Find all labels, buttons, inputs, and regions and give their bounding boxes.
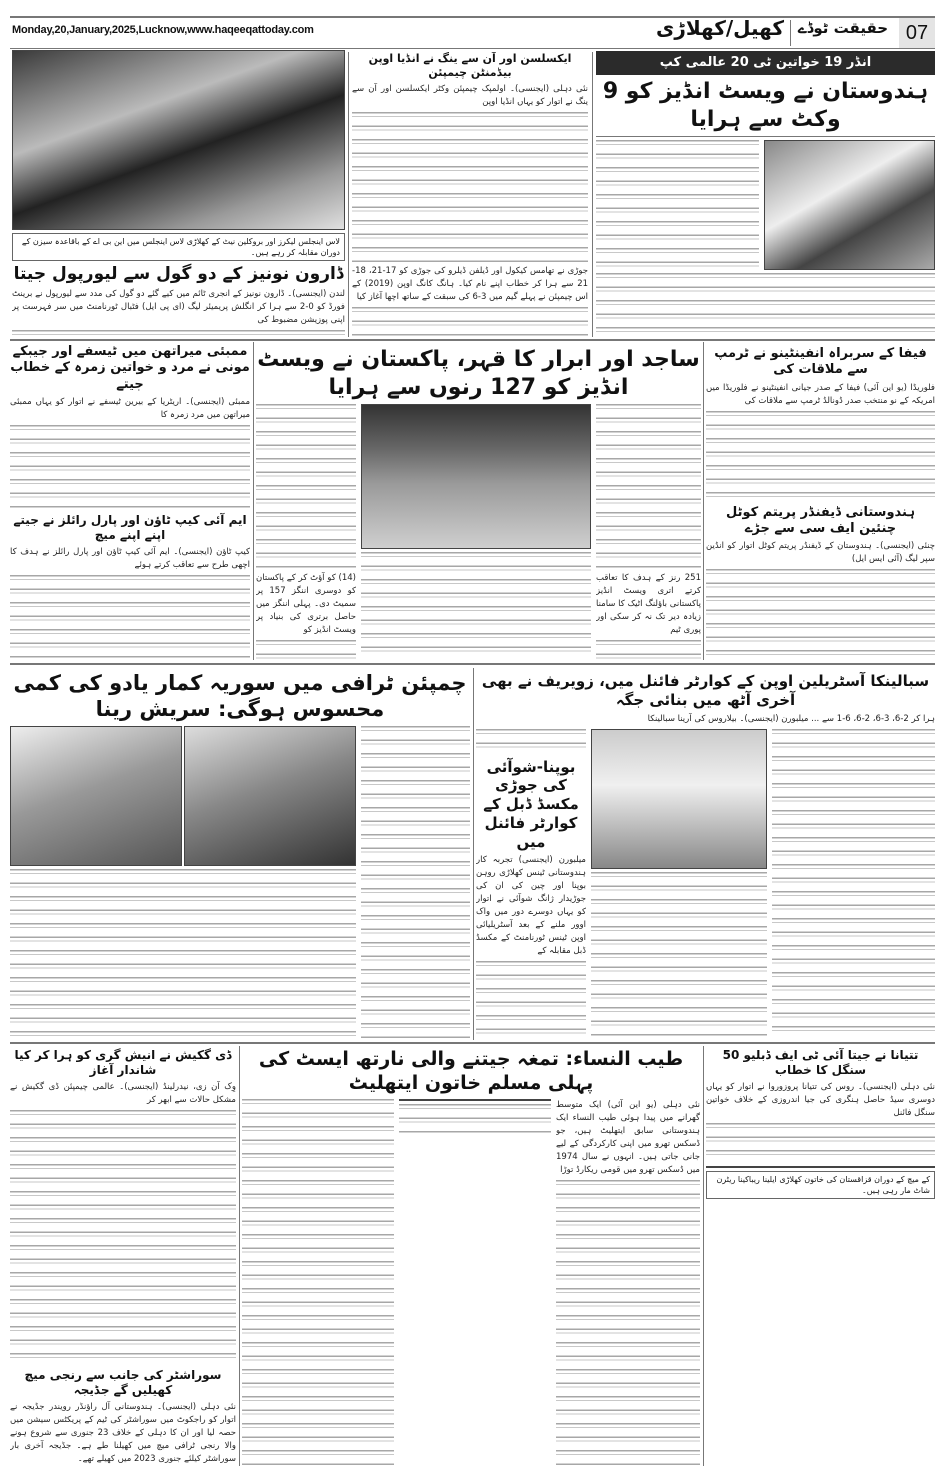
liverpool-body: لندن (ایجنسی)۔ ڈارون نونیز کے انجری ٹائم میں کیے گئے دو گول کی مدد سے لیورپول نے برینٹ فورڈ کو 0-2 سے ہرا کر انگلش پریمیئر لیگ (ای پی ایل) فٹبال ٹورنامنٹ میں سر فہرست پر اپنی پوزیشن مضبوط کی [12, 289, 345, 326]
logo: حقیقت ٹوڈے [797, 19, 889, 37]
ipl-headline: ایم آئی کیپ ٹاؤن اور پارل رائلز نے جیتے اپنے اپنے میچ [13, 512, 247, 542]
section-title: کھیل/کھلاڑی [655, 16, 785, 40]
gukesh-body: وِک آن زی، نیدرلینڈ (ایجنسی)۔ عالمی چیمپئن ڈی گکیش نے مشکل حالات سے ابھر کر [10, 1082, 236, 1105]
badminton-excerpt: جوڑی نے تھامس کیکول اور ڈیلفن ڈیلرو کی جوڑی کو 17-21، 18-21 سے ہرا کر خطاب اپنے نام کیا۔ ہانگ کانگ اوپن (2019) کے اس چیمپئن نے پہلے گیم میں 3-6 کی سبقت کے ساتھ اچھا آغاز کیا [352, 266, 588, 302]
badminton-headline: ایکسلسن اور آن سے ینگ نے انڈیا اوپن بیڈمنٹن چیمپئن [368, 52, 572, 79]
sabalenka-photo [591, 729, 767, 869]
sabalenka-excerpt: ہرا کر 2-6، 3-6، 2-6، 6-1 سے ... میلبورن (ایجنسی)۔ بیلاروس کی آرینا سبالینکا [647, 713, 935, 724]
ipl-body: کیپ ٹاؤن (ایجنسی)۔ ایم آئی کیپ ٹاؤن اور پارل رائلز نے ہدف کا اچھی طرح سے تعاقب کرتے ہوئے [10, 546, 250, 570]
isl-body: چنئی (ایجنسی)۔ ہندوستان کے ڈیفنڈر پریتم کوٹل اتوار کو انڈین سپر لیگ (آئی ایس ایل) [706, 541, 935, 564]
sabalenka-headline: سبالینکا آسٹریلین اوپن کے کوارٹر فائنل میں، زویریف نے بھی آخری آٹھ میں بنائی جگہ [481, 672, 930, 709]
tayyaba-body: نئی دہلی (یو این آئی) ایک متوسط گھرانے میں پیدا ہوئی طیب النساء ایک ہندوستانی سابق ایتھلیٹ ہیں، جو ڈسکس تھرو میں اپنی کارکردگی کے لیے جانی جاتی ہیں۔ انہوں نے سال 1974 میں ڈسکس تھرو میں قومی ریکارڈ توڑا [556, 1099, 700, 1175]
fifa-body: فلوریڈا (یو این آئی) فیفا کے صدر جیانی انفینٹینو نے فلوریڈا میں امریکہ کے نو منتخب صدر ڈونالڈ ٹرمپ سے ملاقات کی [706, 382, 935, 406]
jadeja-body: نئی دہلی (ایجنسی)۔ ہندوستانی آل راؤنڈر رویندر جڈیجہ نے اتوار کو راجکوٹ میں سوراشٹر کی ٹیم کے پریکٹس سیشن میں حصہ لیا اور ان کا دہلی کے خلاف 23 جنوری سے شروع ہونے والا رنجی ٹرافی میچ میں کھیلنا طے ہے۔ جڈیجہ آخری بار سوراشٹر کیلئے جنوری 2023 میں کھیلے تھے۔ [10, 1402, 236, 1464]
marathon-body: ممبئی (ایجنسی)۔ اریٹریا کے بیرین ٹیسفے نے اتوار کو یہاں ممبئی میراتھن میں مرد زمرہ کا [10, 396, 250, 420]
wta-headline: تتیانا نے جیتا آئی ٹی ایف ڈبلیو 50 سنگل کا خطاب [722, 1048, 919, 1077]
raina-photo [10, 726, 182, 866]
u19-photo [764, 140, 935, 270]
badminton-body: نئی دہلی (ایجنسی)۔ اولمپک چیمپئن وکٹر ایکسلسن اور آن سے ینگ نے اتوار کو یہاں انڈیا اوپن [352, 83, 588, 107]
pakistan-excerpt-2: 251 رنز کے ہدف کا تعاقب کرتے اتری ویسٹ انڈیز پاکستانی باؤلنگ اٹیک کا سامنا زیادہ دیر تک نہ کر سکی اور پوری ٹیم [596, 573, 701, 635]
nba-caption: لاس اینجلس لیکرز اور بروکلین نیٹ کے کھلاڑی لاس اینجلس میں این بی اے کے باقاعدہ سیزن کے دوران مقابلہ کر رہے ہیں۔ [12, 233, 345, 261]
jadeja-headline: سوراشٹر کی جانب سے رنجی میچ کھیلیں گے جڈیجہ [24, 1368, 222, 1397]
bopanna-body: میلبورن (ایجنسی) تجربہ کار ہندوستانی ٹینس کھلاڑی روہن بوپنا اور چین کی ان کی جوڑیدار ژانگ شوآئی نے اتوار کو یہاں دوسرے دور میں واک اوور ملنے کے بعد آسٹریلیائی اوپن ٹینس ٹورنامنٹ کے مکسڈ ڈبل مقابلہ کے [476, 855, 586, 957]
page-number: 07 [899, 18, 935, 48]
tayyaba-headline: طیب النساء: تمغہ جیتنے والی نارتھ ایسٹ کی پہلی مسلم خاتون ایتھلیٹ [258, 1048, 684, 1094]
dateline: Monday,20,January,2025,Lucknow,www.haqeeqattoday.com [12, 24, 314, 36]
liverpool-headline: ڈارون نونیز کے دو گول سے لیورپول جیتا [13, 264, 344, 284]
u19-banner: انڈر 19 خواتین ٹی 20 عالمی کپ [596, 51, 935, 75]
wta-body: نئی دہلی (ایجنسی)۔ روس کی تتیانا پروزوروا نے اتوار کو یہاں دوسری سیڈ حاصل ہنگری کی جیا اندروزی کے خلاف خواتین سنگل فائنل [706, 1082, 935, 1118]
nba-photo [12, 50, 345, 230]
wta-caption: کے میچ کے دوران قزاقستان کی خاتون کھلاڑی ایلینا ریباکینا ریٹرن شاٹ مار رہی ہیں۔ [706, 1171, 935, 1199]
marathon-headline: ممبئی میراتھن میں ٹیسفے اور جیبکے مونی نے مرد و خواتین زمرہ کے خطاب جیتے [10, 344, 250, 392]
pakistan-headline: ساجد اور ابرار کا قہر، پاکستان نے ویسٹ انڈیز کو 127 رنوں سے ہرایا [257, 347, 700, 400]
fifa-headline: فیفا کے سربراہ انفینٹینو نے ٹرمپ سے ملاقات کی [714, 346, 927, 378]
tayyaba-photo [399, 1099, 551, 1101]
isl-headline: ہندوستانی ڈیفنڈر پریتم کوٹل چنئین ایف سی سے جڑے [726, 504, 915, 536]
raina-headline: چمپئن ٹرافی میں سوریہ کمار یادو کی کمی محسوس ہوگی: سریش رینا [13, 671, 467, 722]
surya-photo [184, 726, 356, 866]
pakistan-photo [361, 404, 591, 549]
bopanna-headline: بوپنا-شوآئی کی جوڑی مکسڈ ڈبل کے کوارٹر فائنل میں [483, 757, 579, 851]
wta-photo [706, 1166, 935, 1168]
u19-headline: ہندوستان نے ویسٹ انڈیز کو 9 وکٹ سے ہرایا [602, 79, 929, 132]
gukesh-headline: ڈی گکیش نے انیش گری کو ہرا کر کیا شاندار آغاز [14, 1048, 232, 1077]
pakistan-excerpt: (14) کو آؤٹ کر کے پاکستان کو دوسری اننگز 157 پر سمیٹ دی۔ پہلی اننگز میں حاصل برتری کی بنیاد پر ویسٹ انڈیز کو [256, 573, 356, 635]
